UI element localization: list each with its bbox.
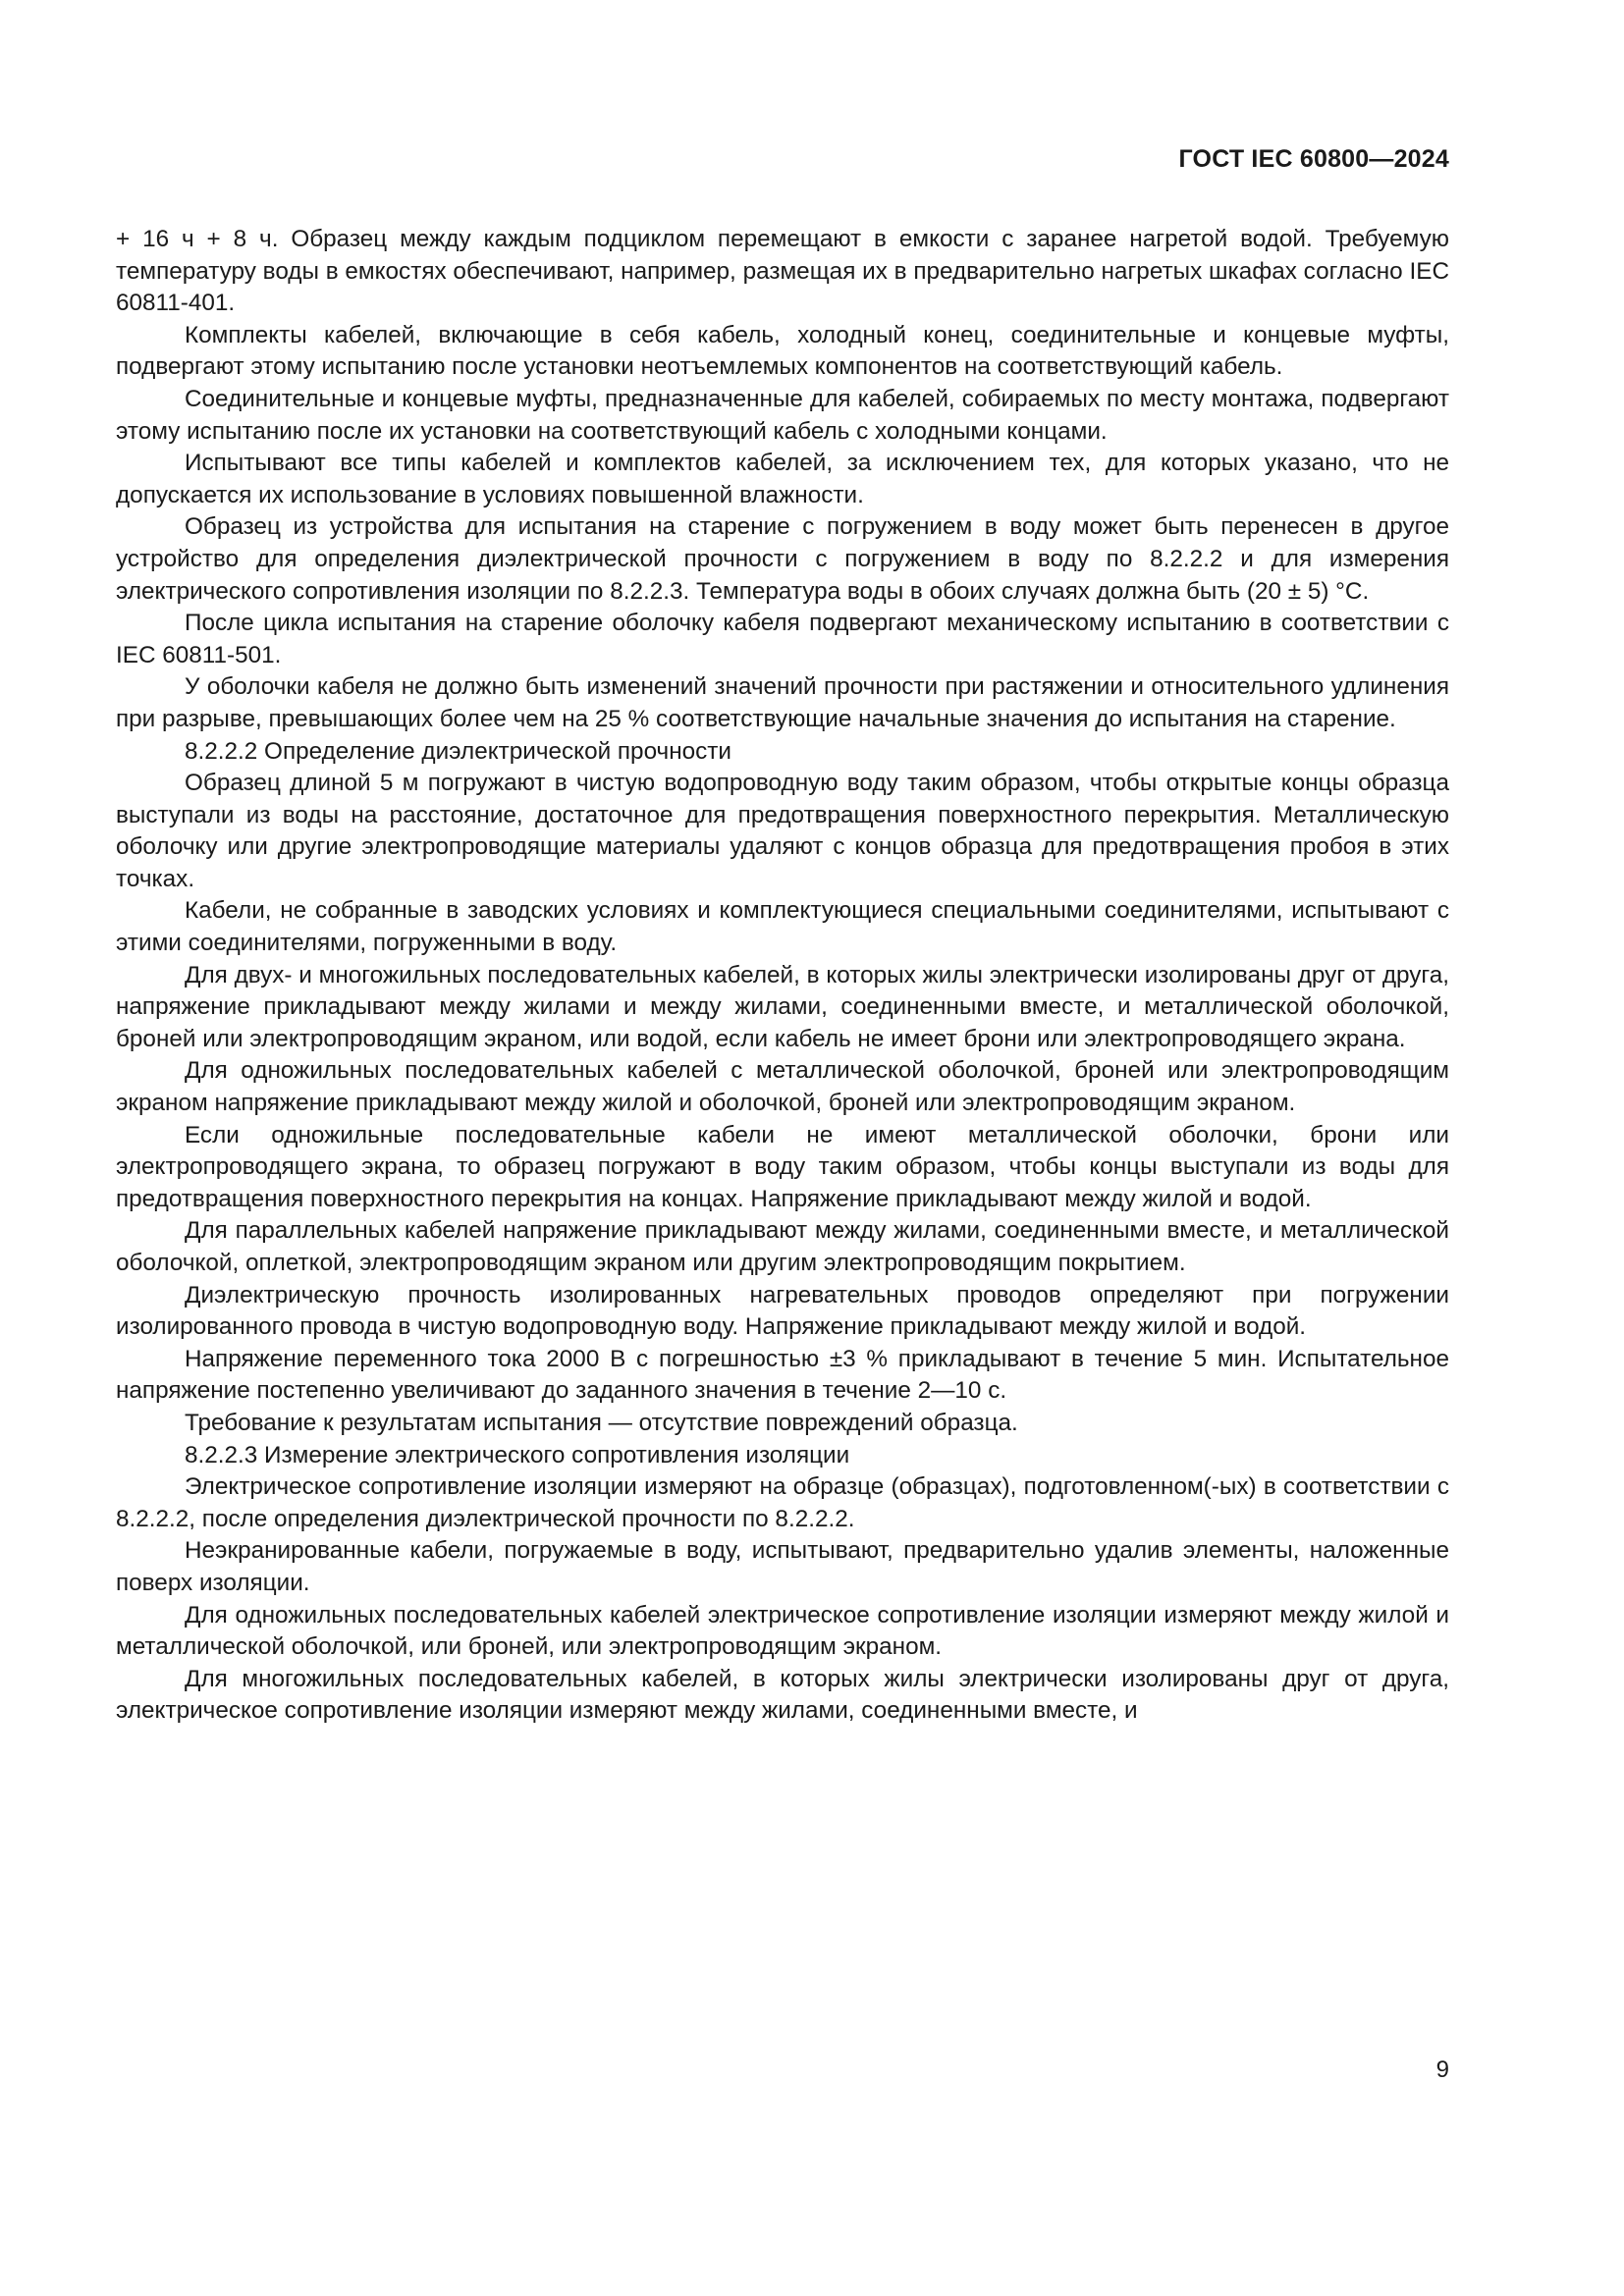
paragraph-single-core-resistance: Для одножильных последовательных кабелей электрическое сопротивление изоляции измеряют между жилой и металлической оболочкой, или броней, или электропроводящим экраном. [116, 1601, 1449, 1661]
paragraph-field-assembled: Кабели, не собранные в заводских условиях и комплектующиеся специальными соединителями, испытывают с этими соединителями, погруженными в воду. [116, 897, 1449, 957]
paragraph-continuation: + 16 ч + 8 ч. Образец между каждым подциклом перемещают в емкости с заранее нагретой водой. Требуемую температуру воды в емкостях обеспечивают, например, размещая их в предварительно нагретых шкафах согласно IEC 60811-401. [116, 226, 1449, 317]
paragraph-insulation-resistance: Электрическое сопротивление изоляции измеряют на образце (образцах), подготовленном(-ых) в соответствии с 8.2.2.2, после определения диэлектрической прочности по 8.2.2.2. [116, 1473, 1449, 1532]
paragraph-multicore-resistance: Для многожильных последовательных кабелей, в которых жилы электрически изолированы друг от друга, электрическое сопротивление изоляции измеряют между жилами, соединенными вместе, и [116, 1665, 1449, 1725]
paragraph-single-core-unsheathed: Если одножильные последовательные кабели не имеют металлической оболочки, брони или электропроводящего экрана, то образец погружают в воду таким образом, чтобы концы выступали из воды для предотвращения поверхностного перекрытия на концах. Напряжение прикладывают между жилой и водой. [116, 1121, 1449, 1212]
paragraph-heating-wires: Диэлектрическую прочность изолированных нагревательных проводов определяют при погружении изолированного провода в чистую водопроводную воду. Напряжение прикладывают между жилой и водой. [116, 1281, 1449, 1341]
paragraph-test-voltage: Напряжение переменного тока 2000 В с погрешностью ±3 % прикладывают в течение 5 мин. Испытательное напряжение постепенно увеличивают до заданного значения в течение 2—10 с. [116, 1345, 1449, 1405]
standard-header: ГОСТ IEC 60800—2024 [1178, 145, 1449, 173]
paragraph-unscreened-cables: Неэкранированные кабели, погружаемые в воду, испытывают, предварительно удалив элементы, наложенные поверх изоляции. [116, 1537, 1449, 1596]
paragraph-test-requirement: Требование к результатам испытания — отсутствие повреждений образца. [185, 1409, 1018, 1436]
paragraph-single-core-sheathed: Для одножильных последовательных кабелей с металлической оболочкой, броней или электропроводящим экраном напряжение прикладывают между жилой и оболочкой, броней или электропроводящим экраном. [116, 1057, 1449, 1117]
paragraph-parallel-cables: Для параллельных кабелей напряжение прикладывают между жилами, соединенными вместе, и металлической оболочкой, оплеткой, электропроводящим экраном или другим электропроводящим покрытием. [116, 1217, 1449, 1276]
page-number: 9 [1435, 2056, 1449, 2083]
body-text [116, 224, 1449, 1728]
paragraph-sample-transfer: Образец из устройства для испытания на старение с погружением в воду может быть перенесен в другое устройство для определения диэлектрической прочности с погружением в воду по 8.2.2.2 и для измерения электрического сопротивления изоляции по 8.2.2.3. Температура воды в обоих случаях должна быть (20 ± 5) °С. [116, 513, 1449, 605]
paragraph-sample-immersion: Образец длиной 5 м погружают в чистую водопроводную воду таким образом, чтобы открытые концы образца выступали из воды на расстояние, достаточное для предотвращения поверхностного перекрытия. Металлическую оболочку или другие электропроводящие материалы удаляют с концов образца для предотвращения пробоя в этих точках. [116, 770, 1449, 892]
paragraph-mechanical-test: После цикла испытания на старение оболочку кабеля подвергают механическому испытанию в соответствии с IEC 60811-501. [116, 610, 1449, 668]
paragraph-cable-sets: Комплекты кабелей, включающие в себя кабель, холодный конец, соединительные и концевые муфты, подвергают этому испытанию после установки неотъемлемых компонентов на соответствующий кабель. [116, 321, 1449, 381]
section-heading-8-2-2-2: 8.2.2.2 Определение диэлектрической прочности [185, 737, 731, 765]
paragraph-joints-terminations: Соединительные и концевые муфты, предназначенные для кабелей, собираемых по месту монтажа, подвергают этому испытанию после их установки на соответствующий кабель с холодными концами. [116, 385, 1449, 445]
paragraph-multicore: Для двух- и многожильных последовательных кабелей, в которых жилы электрически изолированы друг от друга, напряжение прикладывают между жилами и между жилами, соединенными вместе, и металлической оболочкой, броней или электропроводящим экраном, или водой, если кабель не имеет брони или электропроводящего экрана. [116, 961, 1449, 1052]
paragraph-sheath-requirement: У оболочки кабеля не должно быть изменений значений прочности при растяжении и относительного удлинения при разрыве, превышающих более чем на 25 % соответствующие начальные значения до испытания на старение. [116, 673, 1449, 732]
paragraph-tested-types: Испытывают все типы кабелей и комплектов кабелей, за исключением тех, для которых указано, что не допускается их использование в условиях повышенной влажности. [116, 450, 1449, 508]
section-heading-8-2-2-3: 8.2.2.3 Измерение электрического сопротивления изоляции [185, 1441, 850, 1468]
